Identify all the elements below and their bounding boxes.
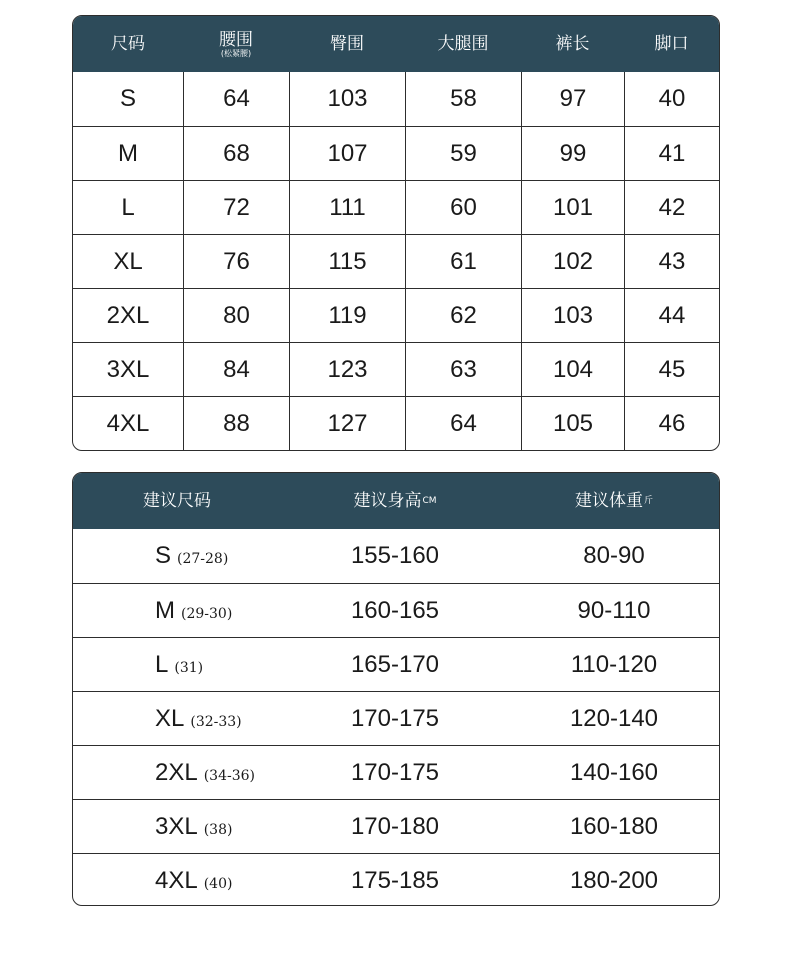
header-hem: 脚口 (654, 34, 689, 54)
recommendation-table (72, 472, 720, 906)
cell-size: S (27-28) (155, 542, 229, 569)
cell-length: 101 (521, 181, 624, 234)
cell-thigh: 61 (405, 235, 521, 288)
cell-length: 97 (521, 72, 624, 126)
cell-hip: 119 (289, 289, 405, 342)
table-row (73, 72, 719, 126)
table-row (73, 234, 719, 288)
waist-note: (27-28) (177, 551, 229, 567)
cell-height: 170-175 (350, 758, 440, 786)
table-row (73, 126, 719, 180)
cell-size: M (29-30) (155, 596, 233, 624)
cell-waist: 68 (183, 127, 289, 180)
cell-waist: 72 (183, 181, 289, 234)
cell-height: 170-175 (350, 704, 440, 732)
cell-thigh: 64 (405, 397, 521, 450)
header-length: 裤长 (555, 34, 590, 54)
cell-waist: 64 (183, 72, 289, 126)
cell-size: 4XL (40) (155, 866, 233, 894)
cell-waist: 76 (183, 235, 289, 288)
cell-waist: 84 (183, 343, 289, 396)
table-row (73, 396, 719, 450)
size-chart-header (73, 16, 719, 72)
cell-weight: 120-140 (569, 704, 659, 732)
cell-weight: 110-120 (570, 650, 658, 678)
cell-size: M (118, 139, 138, 167)
cell-size: XL (32-33) (155, 704, 242, 732)
cell-thigh: 58 (405, 72, 521, 126)
cell-hem: 40 (624, 72, 719, 126)
table-row (73, 637, 719, 691)
cell-weight: 90-110 (577, 596, 651, 624)
table-row (73, 799, 719, 853)
cell-size: L (121, 193, 135, 221)
cell-height: 170-180 (350, 812, 440, 840)
cell-waist: 80 (183, 289, 289, 342)
cell-height: 165-170 (350, 650, 440, 678)
cell-hem: 43 (624, 235, 719, 288)
cell-size: XL (113, 247, 143, 275)
cell-weight: 80-90 (583, 542, 645, 569)
cell-size: L (31) (155, 650, 204, 678)
cell-hip: 127 (289, 397, 405, 450)
table-row (73, 342, 719, 396)
cell-height: 155-160 (350, 542, 440, 569)
recommendation-header (73, 473, 719, 529)
header-size: 尺码 (111, 34, 145, 54)
waist-note: (29-30) (181, 605, 233, 622)
header-waist-note: (松紧腰) (220, 49, 252, 58)
table-row (73, 180, 719, 234)
cell-size: 3XL (38) (155, 812, 233, 840)
cell-weight: 140-160 (569, 758, 659, 786)
cell-hem: 41 (624, 127, 719, 180)
header-recommended-height: 建议身高 CM (353, 491, 437, 511)
header-recommended-size: 建议尺码 (143, 491, 211, 511)
cell-length: 99 (521, 127, 624, 180)
cell-hip: 115 (289, 235, 405, 288)
waist-note: (38) (203, 821, 233, 838)
waist-note: (40) (203, 875, 233, 892)
cell-size: 2XL (106, 301, 150, 329)
table-row (73, 288, 719, 342)
cell-hip: 107 (289, 127, 405, 180)
cell-thigh: 63 (405, 343, 521, 396)
cell-weight: 160-180 (569, 812, 659, 840)
table-row (73, 529, 719, 583)
header-recommended-weight: 建议体重 斤 (574, 491, 653, 511)
cell-weight: 180-200 (569, 866, 659, 894)
cell-length: 102 (521, 235, 624, 288)
cell-length: 103 (521, 289, 624, 342)
waist-note: (34-36) (203, 767, 255, 784)
waist-note: (32-33) (190, 713, 242, 730)
cell-hip: 111 (289, 181, 405, 234)
table-row (73, 691, 719, 745)
cell-hem: 46 (624, 397, 719, 450)
cell-thigh: 59 (405, 127, 521, 180)
cell-hip: 123 (289, 343, 405, 396)
cell-hip: 103 (289, 72, 405, 126)
cell-length: 104 (521, 343, 624, 396)
cell-hem: 42 (624, 181, 719, 234)
table-row (73, 583, 719, 637)
cell-length: 105 (521, 397, 624, 450)
waist-note: (31) (174, 659, 204, 676)
header-waist: 腰围 (松紧腰) (219, 30, 253, 58)
cell-thigh: 60 (405, 181, 521, 234)
cell-size: 2XL (34-36) (155, 758, 255, 786)
cell-thigh: 62 (405, 289, 521, 342)
cell-hem: 44 (624, 289, 719, 342)
cell-size: 4XL (106, 409, 150, 437)
cell-height: 160-165 (350, 596, 440, 624)
header-height-unit: CM (422, 496, 437, 506)
header-hip: 臀围 (330, 34, 364, 54)
size-chart-table (72, 15, 720, 451)
header-weight-unit: 斤 (643, 496, 653, 506)
table-row (73, 745, 719, 799)
header-thigh: 大腿围 (437, 34, 489, 54)
cell-height: 175-185 (350, 866, 440, 894)
cell-size: 3XL (106, 355, 150, 383)
cell-waist: 88 (183, 397, 289, 450)
table-row (73, 853, 719, 906)
cell-hem: 45 (624, 343, 719, 396)
cell-size: S (119, 85, 136, 112)
